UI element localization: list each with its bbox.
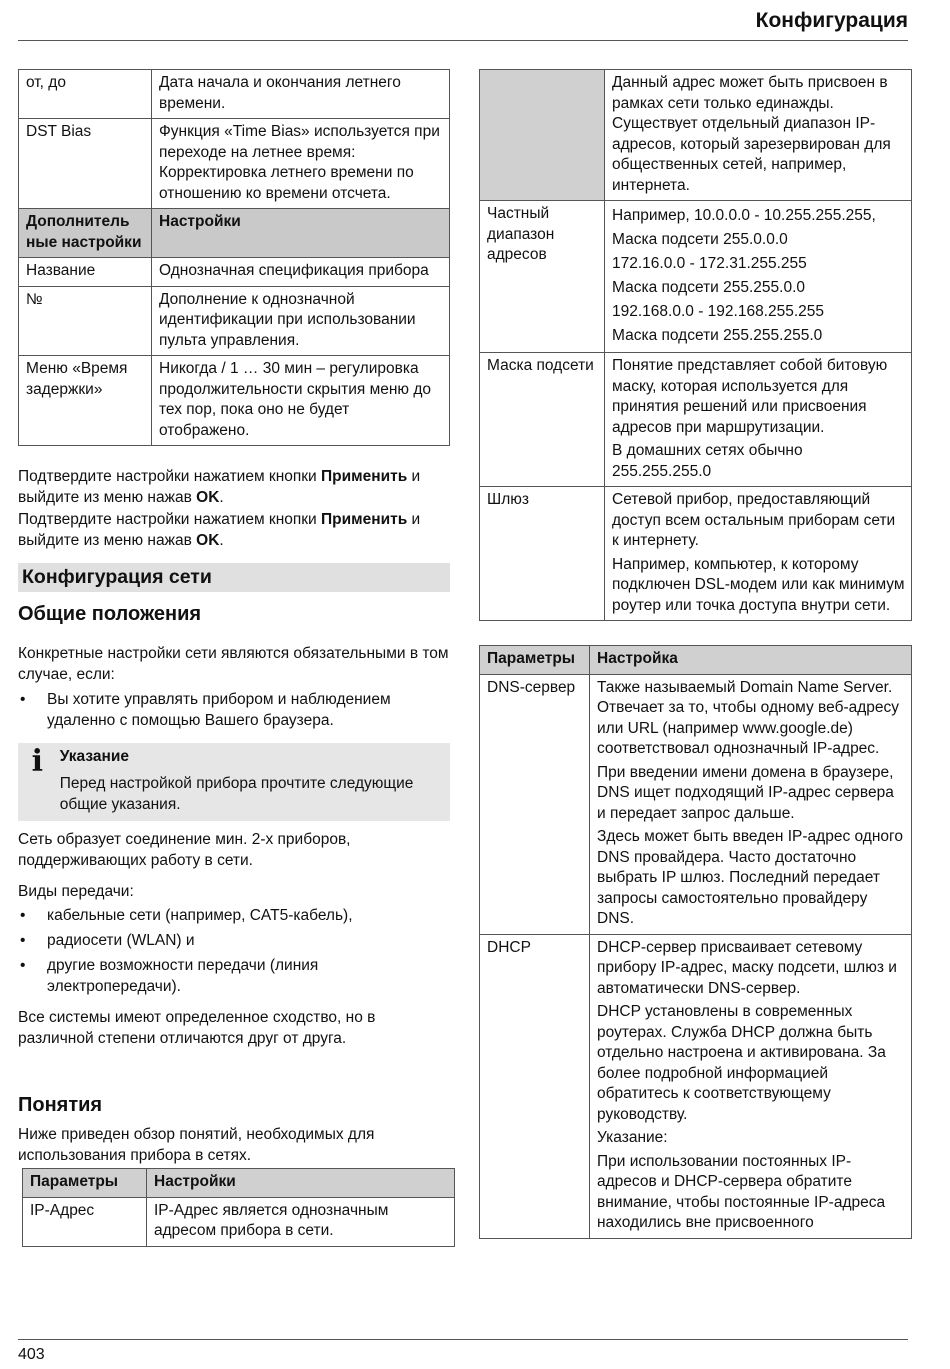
table-cell-desc: Дополнение к однозначной идентификации при использовании пульта управления.	[152, 286, 450, 356]
cell-paragraph: Также называемый Domain Name Server. Отвечает за то, чтобы одному веб-адресу или URL (например www.google.de) соответствовал однозначный IP-адрес.	[597, 678, 900, 757]
table-cell-param: IP-Адрес	[23, 1197, 147, 1246]
general-intro: Конкретные настройки сети являются обязательными в том случае, если:	[18, 645, 449, 683]
list-item: • другие возможности передачи (линия электропередачи).	[18, 955, 450, 997]
address-range-line: Маска подсети 255.0.0.0	[612, 231, 788, 248]
terms-intro: Ниже приведен обзор понятий, необходимых для использования прибора в сетях.	[18, 1126, 375, 1164]
terms-table-continued	[479, 69, 912, 621]
note-box	[18, 743, 450, 821]
table-cell-param	[480, 70, 605, 201]
table-cell-desc: Никогда / 1 … 30 мин – регулировка продолжительности скрытия меню до тех пор, пока оно не будет отображено.	[152, 356, 450, 446]
text-run: .	[219, 489, 224, 506]
table-cell-param: DST Bias	[19, 119, 152, 209]
note-body	[57, 743, 450, 821]
table-row	[19, 70, 450, 119]
confirm-instruction	[18, 466, 450, 508]
network-connection-text: Сеть образует соединение мин. 2-х приборов, поддерживающих работу в сети.	[18, 831, 351, 869]
page-header-title: Конфигурация	[755, 9, 908, 32]
cell-paragraph: Указание:	[597, 1129, 668, 1146]
section-title: Конфигурация сети	[18, 563, 450, 592]
header-rule	[18, 40, 908, 41]
text-run: и выйдите из меню нажав	[18, 468, 421, 506]
table-cell-desc: Настройки	[152, 209, 450, 258]
subsection-title: Общие положения	[18, 603, 202, 625]
column-header: Настройка	[590, 646, 912, 675]
table-cell-param: DNS-сервер	[480, 674, 590, 934]
table-row	[480, 487, 912, 621]
table-cell-param: DHCP	[480, 934, 590, 1238]
table-cell-param: Меню «Время задержки»	[19, 356, 152, 446]
subsection-title: Понятия	[18, 1094, 103, 1116]
apply-keyword: Применить	[321, 511, 408, 528]
table-row	[19, 286, 450, 356]
table-cell-param: Дополнитель ные настройки	[19, 209, 152, 258]
table-row	[19, 119, 450, 209]
text-run: Подтвердите настройки нажатием кнопки	[18, 511, 322, 528]
table-cell-param: Маска подсети	[480, 353, 605, 487]
table-cell-desc	[590, 674, 912, 934]
footer-rule	[18, 1339, 908, 1340]
table-header-row	[23, 1169, 455, 1198]
table-cell-param: Частный диапазон адресов	[480, 201, 605, 353]
cell-paragraph: Здесь может быть введен IP-адрес одного DNS провайдера. Часто достаточно выбрать IP шлюз. Последний передает запросы самостоятельно провайдеру DNS.	[597, 828, 903, 927]
cell-paragraph: Понятие представляет собой битовую маску, которая используется для принятия решений или присвоения адресов при маршрутизации.	[612, 357, 888, 436]
table-header-row	[480, 646, 912, 675]
closing-text: Все системы имеют определенное сходство, но в различной степени отличаются друг от друга.	[18, 1009, 376, 1047]
table-cell-desc	[590, 934, 912, 1238]
confirm-instruction	[18, 509, 450, 551]
text-run: .	[219, 532, 224, 549]
text-run: и выйдите из меню нажав	[18, 511, 421, 549]
cell-paragraph: В домашних сетях обычно 255.255.255.0	[612, 442, 803, 480]
table-cell-param: Шлюз	[480, 487, 605, 621]
table-cell-param: Название	[19, 258, 152, 287]
table-row-subheader	[19, 209, 450, 258]
ok-keyword: OK	[196, 489, 220, 506]
settings-table-left	[18, 69, 450, 446]
note-text: Перед настройкой прибора прочтите следующие общие указания.	[59, 775, 414, 813]
table-cell-desc: Дата начала и окончания летнего времени.	[152, 70, 450, 119]
cell-paragraph: DHCP-сервер присваивает сетевому прибору IP-адрес, маску подсети, шлюз и автоматически DNS-сервер.	[597, 938, 897, 997]
bullet-list	[18, 905, 450, 997]
info-icon: i	[31, 744, 44, 779]
address-range-line: Например, 10.0.0.0 - 10.255.255.255,	[612, 207, 876, 224]
table-row	[480, 201, 912, 353]
address-range-line: Маска подсети 255.255.255.0	[612, 327, 823, 344]
table-cell-param: №	[19, 286, 152, 356]
table-cell-desc	[605, 353, 912, 487]
table-cell-desc: Данный адрес может быть присвоен в рамках сети только единажды. Существует отдельный диапазон IP-адресов, который зарезервирован для общественных сетей, например, интернета.	[605, 70, 912, 201]
table-row	[480, 934, 912, 1238]
column-header: Настройки	[147, 1169, 455, 1198]
list-item: • кабельные сети (например, CAT5-кабель),	[18, 905, 450, 926]
table-row	[19, 356, 450, 446]
bullet-list	[18, 689, 450, 731]
address-range-line: 172.16.0.0 - 172.31.255.255	[612, 255, 807, 272]
page-number: 403	[18, 1346, 45, 1363]
address-range-line: Маска подсети 255.255.0.0	[612, 279, 806, 296]
column-header: Параметры	[23, 1169, 147, 1198]
table-cell-desc: Однозначная спецификация прибора	[152, 258, 450, 287]
terms-table	[22, 1168, 455, 1247]
text-run: Подтвердите настройки нажатием кнопки	[18, 468, 322, 485]
cell-paragraph: При введении имени домена в браузере, DNS ищет подходящий IP-адрес сервера и передает запрос дальше.	[597, 763, 894, 822]
cell-paragraph: Сетевой прибор, предоставляющий доступ всем остальным приборам сети к интернету.	[612, 491, 896, 549]
table-cell-desc: Функция «Time Bias» используется при переходе на летнее время: Корректировка летнего времени по отношению ко времени отсчета.	[152, 119, 450, 209]
cell-paragraph: Например, компьютер, к которому подключен DSL-модем или как минимум роутер или точка доступа внутри сети.	[612, 555, 905, 614]
table-row	[480, 674, 912, 934]
left-column	[18, 69, 450, 1247]
table-cell-desc	[605, 201, 912, 353]
table-row	[19, 258, 450, 287]
table-cell-param: от, до	[19, 70, 152, 119]
apply-keyword: Применить	[321, 468, 408, 485]
cell-paragraph: DHCP установлены в современных роутерах. Служба DHCP должна быть отдельно настроена и активирована. За более подробной информацией обратитесь к соответствующему руководству.	[597, 1003, 886, 1123]
ok-keyword: OK	[196, 532, 220, 549]
cell-paragraph: При использовании постоянных IP-адресов и DHCP-сервера обратите внимание, чтобы постоянные IP-адреса находились вне присвоенного	[597, 1152, 886, 1231]
address-range-line: 192.168.0.0 - 192.168.255.255	[612, 303, 825, 320]
right-column	[479, 69, 912, 1239]
network-settings-table	[479, 645, 912, 1239]
note-title: Указание	[59, 748, 129, 765]
transmission-types-intro: Виды передачи:	[18, 883, 134, 900]
table-cell-desc	[605, 487, 912, 621]
table-cell-desc: IP-Адрес является однозначным адресом прибора в сети.	[147, 1197, 455, 1246]
list-item: • Вы хотите управлять прибором и наблюдением удаленно с помощью Вашего браузера.	[18, 689, 450, 731]
table-row	[480, 353, 912, 487]
table-row	[23, 1197, 455, 1246]
list-item: • радиосети (WLAN) и	[18, 930, 450, 951]
table-row	[480, 70, 912, 201]
column-header: Параметры	[480, 646, 590, 675]
